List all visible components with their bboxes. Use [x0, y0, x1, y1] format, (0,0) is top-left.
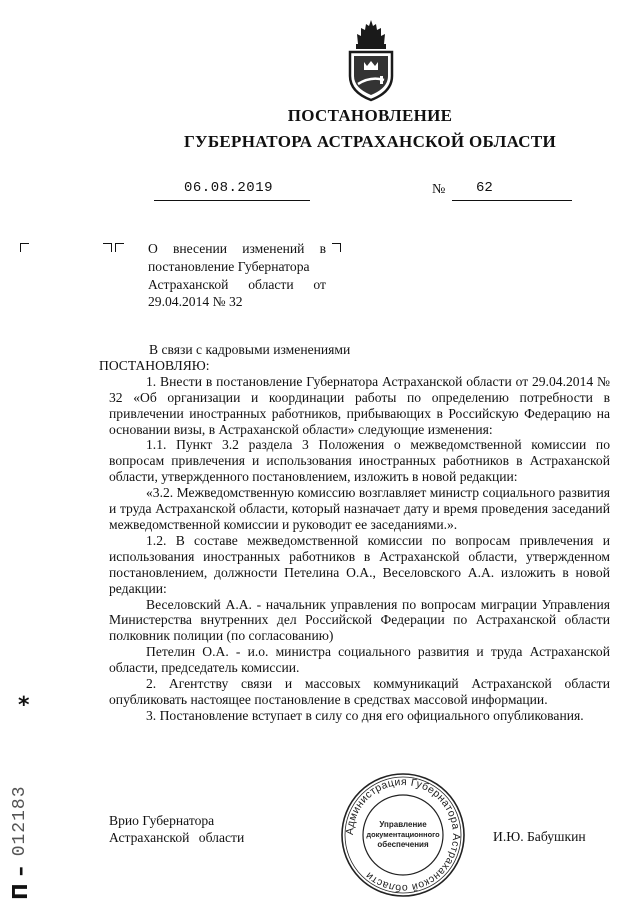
document-date: 06.08.2019 — [184, 180, 274, 196]
resolution-word: ПОСТАНОВЛЯЮ: — [99, 357, 210, 373]
document-type-title: ПОСТАНОВЛЕНИЕ — [287, 106, 453, 125]
form-serial — [8, 700, 42, 900]
document-number: 62 — [476, 180, 493, 196]
seal-ring-text: Администрация Губернатора Астраханской области — [343, 775, 463, 895]
seal-center-line: обеспечения — [377, 840, 429, 849]
corner-mark — [115, 243, 124, 252]
serial-number: 012183 — [10, 785, 30, 857]
subject-line: постановление Губернатора — [148, 258, 310, 274]
serial-prefix: П – — [8, 866, 32, 900]
clause-1-2: 1.2. В составе межведомственной комиссии по вопросам привлечения и использования иностранных работников в Астраханской области, утвержденном постановлением, должности Петелина О.А., Веселовского А.А. изложить в новой редакции: — [109, 532, 610, 596]
signatory-name: И.Ю. Бабушкин — [493, 829, 586, 844]
member-petelin: Петелин О.А. - и.о. министра социального развития и труда Астраханской области, председатель комиссии. — [109, 644, 610, 676]
position-line: Врио Губернатора — [109, 813, 215, 828]
member-veselovsky: Веселовский А.А. - начальник управления по вопросам миграции Управления Министерства внутренних дел Российской Федерации по Астраханской области полковник полиции (по согласованию) — [109, 596, 610, 644]
subject-line: О внесении изменений в — [148, 241, 326, 256]
clause-1: 1. Внести в постановление Губернатора Астраханской области от 29.04.2014 № 32 «Об организации и координации работы по определению потребности в привлечении иностранных работников, прибывающих в Российскую Федерацию на основании визы, в Астраханской области» следующие изменения: — [109, 373, 610, 437]
document-subject — [148, 240, 326, 311]
subject-line: Астраханской области от — [148, 276, 326, 292]
seal-center-line: Управление — [379, 820, 427, 829]
clause-3: 3. Постановление вступает в силу со дня его официального опубликования. — [146, 707, 584, 723]
clause-2: 2. Агентству связи и массовых коммуникаций Астраханской области опубликовать настоящее постановление в средствах массовой информации. — [109, 676, 610, 707]
signatory-position — [109, 812, 244, 846]
asterisk-mark: * — [18, 693, 30, 718]
corner-mark — [332, 243, 341, 252]
document-body — [99, 342, 610, 724]
preamble: В связи с кадровыми изменениями — [149, 342, 351, 357]
number-sign: № — [432, 182, 446, 197]
corner-mark — [20, 243, 29, 252]
date-field — [154, 180, 310, 201]
official-seal-icon — [338, 770, 468, 900]
number-field — [452, 180, 572, 201]
corner-mark — [103, 243, 112, 252]
subject-line: 29.04.2014 № 32 — [148, 294, 243, 310]
issuer-title: ГУБЕРНАТОРА АСТРАХАНСКОЙ ОБЛАСТИ — [183, 132, 557, 151]
coat-of-arms-icon — [340, 18, 402, 102]
clause-quote: «3.2. Межведомственную комиссию возглавляет министр социального развития и труда Астраханской области, который назначает дату и время проведения заседаний межведомственной комиссии и руководит ее заседаниями.». — [109, 485, 610, 532]
position-line: Астраханской области — [109, 830, 245, 845]
seal-center-line: документационного — [366, 830, 440, 839]
clause-1-1: 1.1. Пункт 3.2 раздела 3 Положения о межведомственной комиссии по вопросам привлечения и использования иностранных работников в Астраханской области, утвержденного постановлением, изложить в новой редакции: — [109, 437, 610, 485]
